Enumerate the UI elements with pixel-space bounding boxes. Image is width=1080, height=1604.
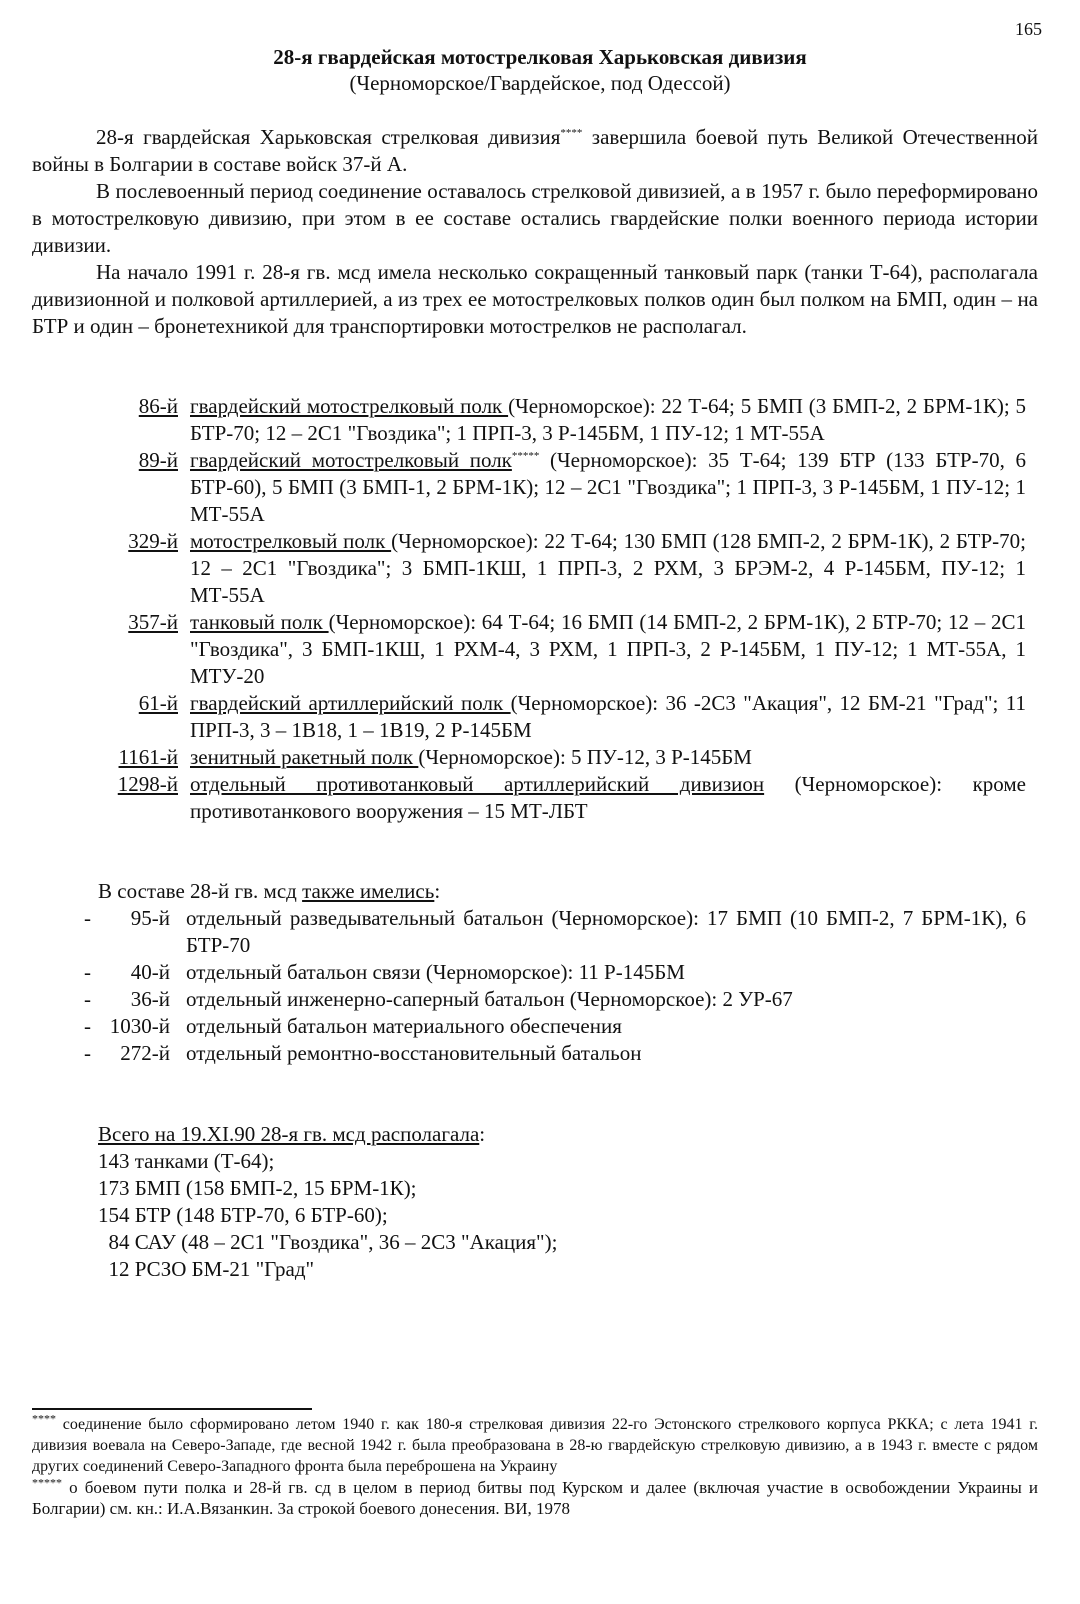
list-item: [0, 1013, 1080, 1040]
subunit-number: 1030-й: [109, 1014, 170, 1038]
unit-item: [0, 744, 1080, 771]
unit-item: [0, 690, 1080, 744]
footnote-mark: ****: [32, 1411, 56, 1426]
totals-line: 12 РСЗО БМ-21 "Град": [98, 1257, 315, 1281]
unit-details: (Черноморское): 64 Т-64; 16 БМП (14 БМП-2, 2 БРМ-1К), 2 БТР-70; 12 – 2С1 "Гвоздика", 3 БМП-1КШ, 1 РХМ-4, 3 РХМ, 1 ПРП-3, 2 Р-145БМ, 1 ПУ-12; 1 МТ-55А, 1 МТУ-20: [190, 610, 1026, 688]
intro-paragraph-3: На начало 1991 г. 28-я гв. мсд имела несколько сокращенный танковый парк (танки Т-64), располагала дивизионной и полковой артиллерией, а из трех ее мотострелковых полков один был полком на БМП, один – на БТР и один – бронетехникой для транспортировки мотострелков не располагал.: [32, 260, 1038, 338]
unit-number: 86-й: [138, 394, 178, 418]
intro-paragraph-1: [32, 124, 1038, 178]
subunits-list: [0, 905, 1080, 1067]
unit-details: (Черноморское): кроме противотанкового вооружения – 15 МТ-ЛБТ: [190, 772, 1026, 823]
unit-name: зенитный ракетный полк: [190, 745, 419, 769]
list-dash: -: [84, 1014, 91, 1038]
list-dash: -: [84, 960, 91, 984]
page-title: 28-я гвардейская мотострелковая Харьковская дивизия: [273, 45, 807, 69]
totals-line: 84 САУ (48 – 2С1 "Гвоздика", 36 – 2С3 "Акация");: [98, 1230, 558, 1254]
list-dash: -: [84, 1041, 91, 1065]
footnote-mark: *****: [32, 1475, 62, 1490]
unit-details: (Черноморское): 35 Т-64; 139 БТР (133 БТР-70, 6 БТР-60), 5 БМП (3 БМП-1, 2 БРМ-1К); 12 – 2С1 "Гвоздика"; 1 ПРП-3, 3 Р-145БМ, 1 ПУ-12; 1 МТ-55А: [190, 448, 1026, 526]
totals-line: 173 БМП (158 БМП-2, 15 БРМ-1К);: [98, 1176, 417, 1200]
intro-paragraph-2: В послевоенный период соединение оставалось стрелковой дивизией, а в 1957 г. было переформировано в мотострелковую дивизию, при этом в ее составе остались гвардейские полки военного периода истории дивизии.: [32, 179, 1038, 257]
unit-name: мотострелковый полк: [190, 529, 392, 553]
page-number: 165: [1015, 19, 1042, 39]
also-underlined: также имелись: [302, 879, 435, 903]
totals-line: 154 БТР (148 БТР-70, 6 БТР-60);: [98, 1203, 388, 1227]
unit-number: 89-й: [138, 448, 178, 472]
footnote-ref-5: *****: [511, 450, 540, 462]
footnotes: [32, 1411, 1038, 1519]
unit-number: 357-й: [128, 610, 178, 634]
footnote-text: соединение было сформировано летом 1940 г. как 180-я стрелковая дивизия 22-го Эстонского стрелкового корпуса РККА; с лета 1941 г. дивизия воевала на Северо-Западе, где весной 1942 г. была преобразована в 28-ю гвардейскую стрелковую дивизию, а в 1943 г. вместе с рядом других соединений Северо-Западного фронта была переброшена на Украину: [32, 1416, 1038, 1475]
intro-section: [32, 124, 1038, 340]
footnote-divider: [32, 1408, 312, 1410]
unit-name: танковый полк: [190, 610, 329, 634]
list-dash: -: [84, 906, 91, 930]
unit-number: 61-й: [138, 691, 178, 715]
subunit-text: отдельный батальон материального обеспечения: [186, 1014, 622, 1038]
unit-number: 329-й: [128, 529, 178, 553]
unit-number: 1161-й: [118, 745, 178, 769]
list-item: [0, 905, 1080, 959]
unit-details: (Черноморское): 5 ПУ-12, 3 Р-145БМ: [418, 745, 752, 769]
unit-name: отдельный противотанковый артиллерийский дивизион: [190, 772, 765, 796]
unit-name: гвардейский артиллерийский полк: [190, 691, 511, 715]
unit-item: [0, 447, 1080, 528]
unit-item: [0, 528, 1080, 609]
unit-name: гвардейский мотострелковый полк: [190, 394, 509, 418]
subunit-text: отдельный ремонтно-восстановительный батальон: [186, 1041, 642, 1065]
unit-item: [0, 771, 1080, 825]
totals-heading: Всего на 19.XI.90 28-я гв. мсд располагала: [98, 1122, 480, 1146]
subunit-number: 40-й: [130, 960, 170, 984]
intro-p1-start: 28-я гвардейская Харьковская стрелковая дивизия: [96, 125, 561, 149]
footnote-item: [32, 1411, 1038, 1477]
also-heading: [98, 878, 440, 905]
unit-number: 1298-й: [117, 772, 178, 796]
totals-line: 143 танками (Т-64);: [98, 1149, 275, 1173]
subunit-number: 272-й: [120, 1041, 170, 1065]
also-prefix: В составе 28-й гв. мсд: [98, 879, 303, 903]
page-subtitle: (Черноморское/Гвардейское, под Одессой): [349, 71, 731, 95]
list-item: [0, 986, 1080, 1013]
list-dash: -: [84, 987, 91, 1011]
also-suffix: :: [434, 879, 441, 903]
intro-p1-end: завершила боевой путь Великой Отечественной войны в Болгарии в составе войск 37-й А.: [32, 125, 1038, 176]
unit-item: [0, 609, 1080, 690]
footnote-text: о боевом пути полка и 28-й гв. сд в целом в период битвы под Курском и далее (включая участие в освобождении Украины и Болгарии) см. кн.: И.А.Вязанкин. За строкой боевого донесения. ВИ, 1978: [32, 1478, 1038, 1518]
unit-details: (Черноморское): 36 -2С3 "Акация", 12 БМ-21 "Град"; 11 ПРП-3, 3 – 1В18, 1 – 1В19, 2 Р-145БМ: [190, 691, 1026, 742]
footnote-item: [32, 1477, 1038, 1519]
unit-name: гвардейский мотострелковый полк: [190, 448, 512, 472]
subunit-number: 36-й: [130, 987, 170, 1011]
totals-section: [98, 1121, 557, 1283]
unit-details: (Черноморское): 22 Т-64; 130 БМП (128 БМП-2, 2 БРМ-1К), 2 БТР-70; 12 – 2С1 "Гвоздика"; 3 БМП-1КШ, 1 ПРП-3, 2 РХМ, 3 БРЭМ-2, 4 Р-145БМ, ПУ-12; 1 МТ-55А: [190, 529, 1026, 607]
subunit-text: отдельный разведывательный батальон (Черноморское): 17 БМП (10 БМП-2, 7 БРМ-1К), 6 БТР-70: [186, 906, 1026, 957]
totals-heading-suffix: :: [479, 1122, 486, 1146]
list-item: [0, 1040, 1080, 1067]
subunit-text: отдельный батальон связи (Черноморское): 11 Р-145БМ: [186, 960, 685, 984]
units-list: [0, 393, 1080, 825]
unit-details: (Черноморское): 22 Т-64; 5 БМП (3 БМП-2, 2 БРМ-1К); 5 БТР-70; 12 – 2С1 "Гвоздика"; 1 ПРП-3, 3 Р-145БМ, 1 ПУ-12; 1 МТ-55А: [190, 394, 1027, 445]
subunit-text: отдельный инженерно-саперный батальон (Черноморское): 2 УР-67: [186, 987, 793, 1011]
unit-item: [0, 393, 1080, 447]
list-item: [0, 959, 1080, 986]
footnote-ref-4: ****: [560, 127, 583, 139]
subunit-number: 95-й: [130, 906, 170, 930]
